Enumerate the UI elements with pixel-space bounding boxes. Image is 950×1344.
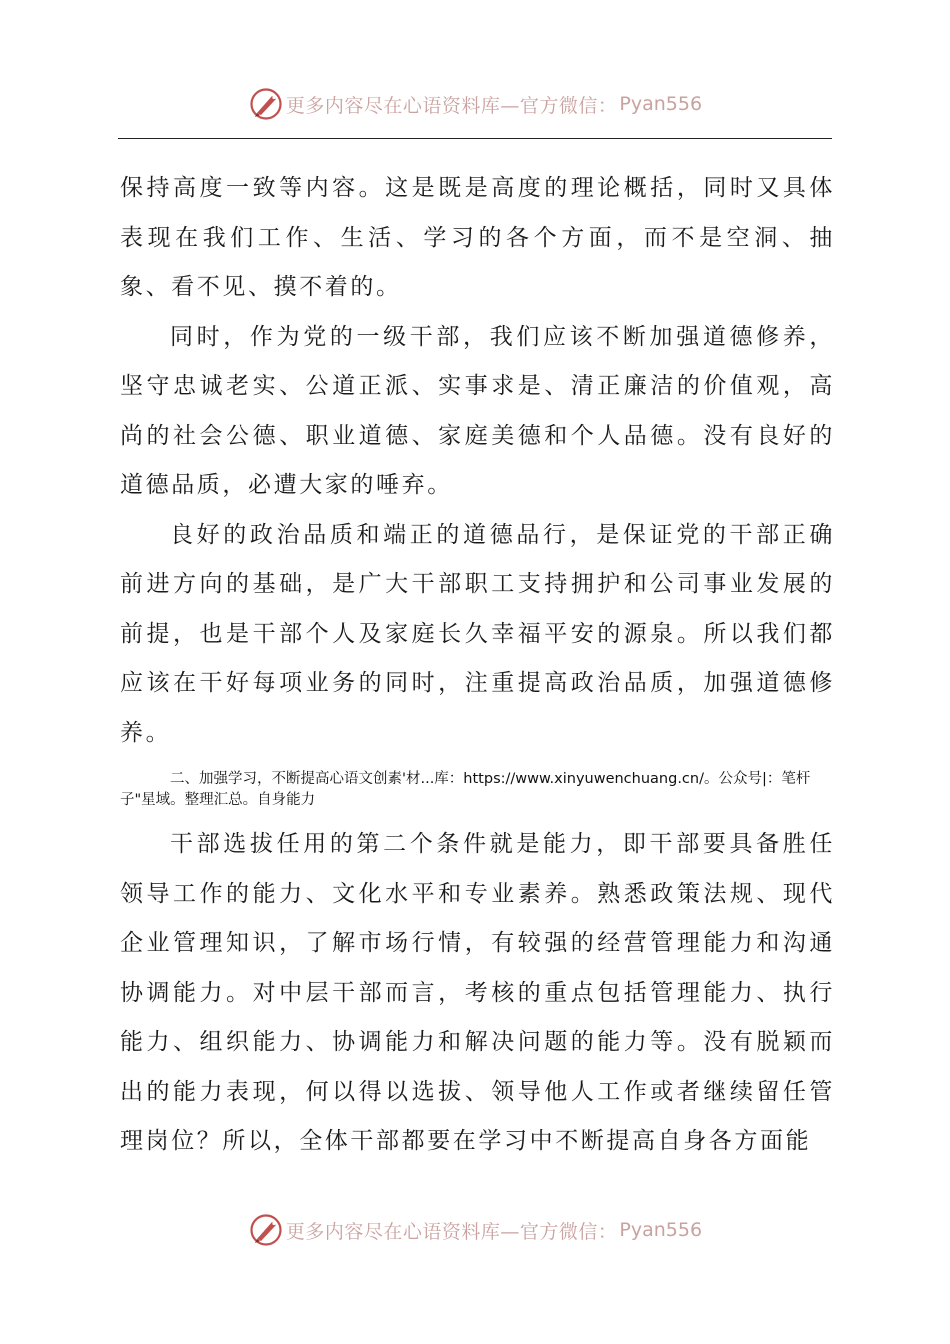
banner-wechat-handle: Pyan556 <box>619 93 703 115</box>
section-heading-with-ad: 二、加强学习，不断提高心语文创素'材...库：https://www.xinyuwenchuang.cn/。公众号|：笔杆子"星域。整理汇总。自身能力 <box>120 771 811 808</box>
banner-text: 更多内容尽在心语资料库—官方微信： <box>285 1220 618 1243</box>
paragraph: 干部选拔任用的第二个条件就是能力，即干部要具备胜任领导工作的能力、文化水平和专业素养。熟悉政策法规、现代企业管理知识，了解市场行情，有较强的经营管理能力和沟通协调能力。对中层干部而言，考核的重点包括管理能力、执行能力、组织能力、协调能力和解决问题的能力等。没有脱颖而出的能力表现，何以得以选拔、领导他人工作或者继续留任管理岗位？所以，全体干部都要在学习中不断提高自身各方面能 <box>120 831 835 1154</box>
paragraph: 良好的政治品质和端正的道德品行，是保证党的干部正确前进方向的基础，是广大干部职工支持拥护和公司事业发展的前提，也是干部个人及家庭长久幸福平安的源泉。所以我们都应该在干好每项业务的同时，注重提高政治品质，加强道德修养。 <box>120 521 835 746</box>
header-banner <box>0 84 950 124</box>
footer-banner <box>0 1210 950 1250</box>
paragraph: 同时，作为党的一级干部，我们应该不断加强道德修养，坚守忠诚老实、公道正派、实事求是、清正廉洁的价值观，高尚的社会公德、职业道德、家庭美德和个人品德。没有良好的道德品质，必遭大家的唾弃。 <box>120 323 835 498</box>
header-divider <box>118 138 832 139</box>
pen-logo-icon <box>248 1212 284 1248</box>
banner-wechat-handle: Pyan556 <box>619 1219 703 1241</box>
pen-logo-icon <box>248 86 284 122</box>
paragraph: 保持高度一致等内容。这是既是高度的理论概括，同时又具体表现在我们工作、生活、学习的各个方面，而不是空洞、抽象、看不见、摸不着的。 <box>120 175 835 300</box>
banner-text: 更多内容尽在心语资料库—官方微信： <box>285 94 618 117</box>
document-body <box>120 164 835 1167</box>
